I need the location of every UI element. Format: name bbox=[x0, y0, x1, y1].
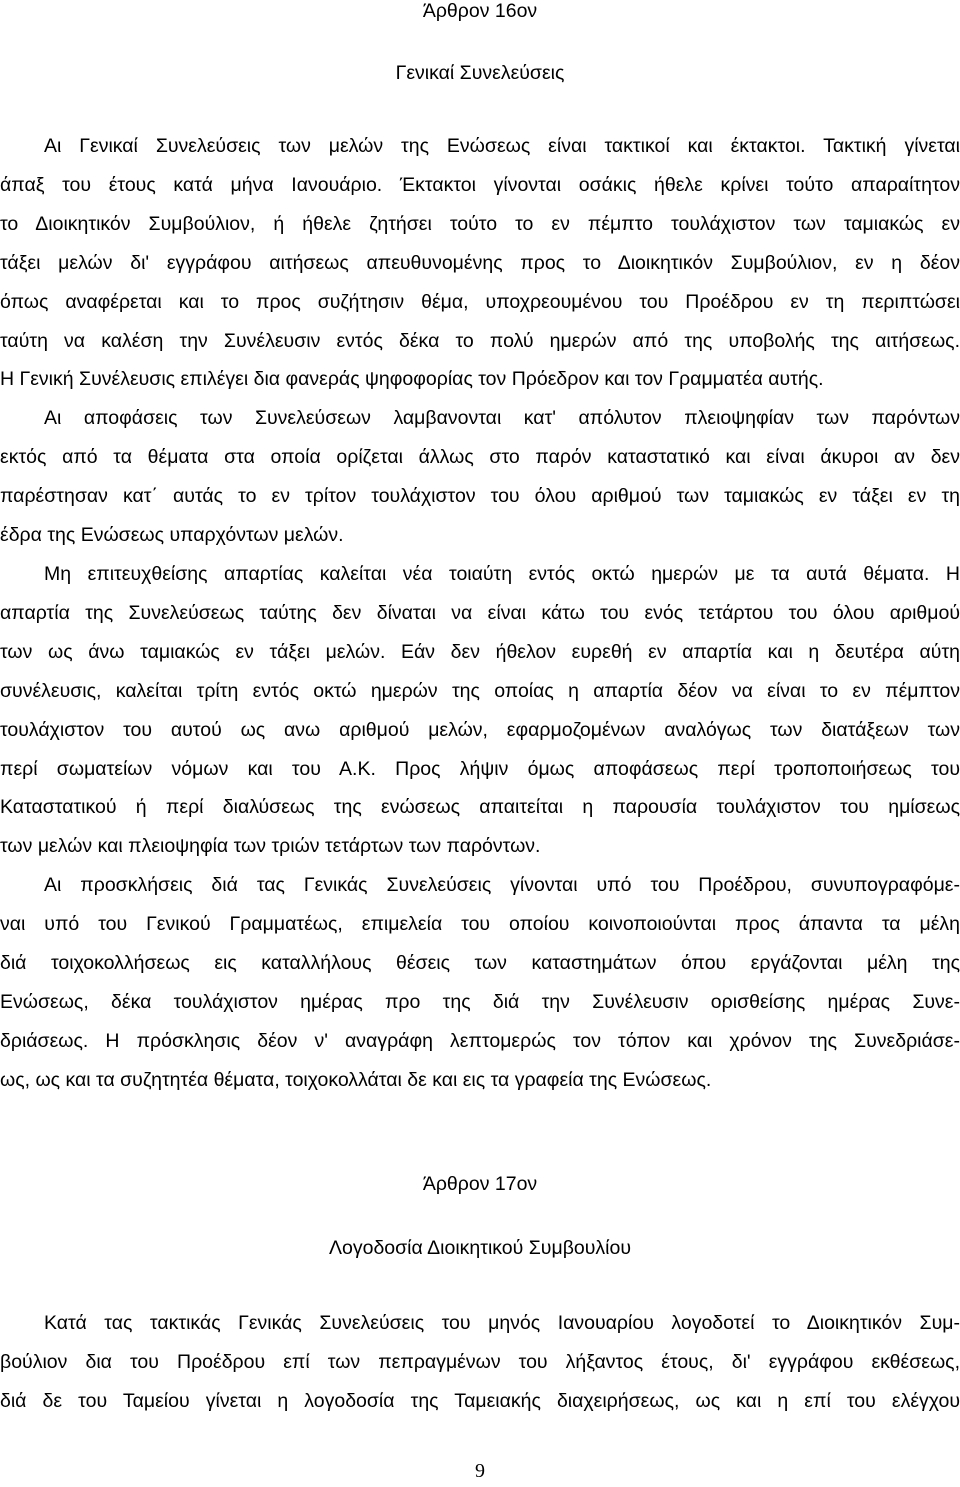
text-line: ναι υπό του Γενικού Γραμματέως, επιμελεία του οποίου κοινοποιούνται προς άπαντα τα μέλη bbox=[0, 913, 960, 936]
text-line: των μελών και πλειοψηφία των τριών τετάρτων των παρόντων. bbox=[0, 835, 541, 858]
text-line: βούλιον δια του Προέδρου επί των πεπραγμένων του λήξαντος έτους, δι' εγγράφου εκθέσεως, bbox=[0, 1350, 960, 1373]
text-line: διά τοιχοκολλήσεως εις καταλλήλους θέσεις των καταστημάτων όπου εργάζονται μέλη της bbox=[0, 952, 960, 975]
article-17-title: Λογοδοσία Διοικητικού Συμβουλίου bbox=[328, 1237, 632, 1259]
page-number: 9 bbox=[475, 1460, 485, 1482]
text-line: διά δε του Ταμείου γίνεται η λογοδοσία της Ταμειακής διαχειρήσεως, ως και η επί του ελέγχου bbox=[0, 1389, 960, 1412]
text-line: παρέστησαν κατ΄ αυτάς το εν τρίτον τουλάχιστον του όλου αριθμού των ταμιακώς εν τάξει εν τη bbox=[0, 485, 960, 508]
text-line: όπως αναφέρεται και το προς συζήτησιν θέμα, υποχρεουμένου του Προέδρου εν τη περιπτώσει bbox=[0, 290, 960, 313]
text-line: απαρτία της Συνελεύσεως ταύτης δεν δίναται να είναι κάτω του ενός τετάρτου του όλου αριθμού bbox=[0, 601, 960, 624]
article-16-heading: Άρθρον 16ον bbox=[422, 0, 538, 22]
text-line: συνέλευσις, καλείται τρίτη εντός οκτώ ημερών της οποίας η απαρτία δέον να είναι το εν πέμπτον bbox=[0, 679, 960, 702]
article-17-heading: Άρθρον 17ον bbox=[422, 1173, 538, 1195]
text-line: Καταστατικού ή περί διαλύσεως της ενώσεως απαιτείται η παρουσία τουλάχιστον του ημίσεως bbox=[0, 796, 960, 819]
text-line: άπαξ του έτους κατά μήνα Ιανουάριο. Έκτακτοι γίνονται οσάκις ήθελε κρίνει τούτο απαραίτητον bbox=[0, 173, 960, 196]
text-line: Αι προσκλήσεις διά τας Γενικάς Συνελεύσεις γίνονται υπό του Προέδρου, συνυπογραφόμε- bbox=[44, 874, 960, 897]
text-line: Αι αποφάσεις των Συνελεύσεων λαμβανονται κατ' απόλυτον πλειοψηφίαν των παρόντων bbox=[44, 407, 960, 430]
text-line: τουλάχιστον του αυτού ως ανω αριθμού μελών, εφαρμοζομένων αναλόγως των διατάξεων των bbox=[0, 718, 960, 741]
text-line: Αι Γενικαί Συνελεύσεις των μελών της Ενώσεως είναι τακτικοί και έκτακτοι. Τακτική γίνεται bbox=[44, 135, 960, 157]
text-line: τάξει μελών δι' εγγράφου αιτήσεως απευθυνομένης προς το Διοικητικόν Συμβούλιον, εν η δέον bbox=[0, 251, 960, 274]
text-line: έδρα της Ενώσεως υπαρχόντων μελών. bbox=[0, 524, 344, 547]
text-line: Κατά τας τακτικάς Γενικάς Συνελεύσεις του μηνός Ιανουαρίου λογοδοτεί το Διοικητικόν Συμ- bbox=[44, 1312, 960, 1334]
text-line: ως, ως και τα συζητητέα θέματα, τοιχοκολλάται δε και εις τα γραφεία της Ενώσεως. bbox=[0, 1068, 712, 1091]
text-line: περί σωματείων νόμων και του Α.Κ. Προς λήψιν όμως αποφάσεως περί τροποποιήσεως του bbox=[0, 757, 960, 780]
text-line: το Διοικητικόν Συμβούλιον, ή ήθελε ζητήσει τούτο το εν πέμπτο τουλάχιστον των ταμιακώς εν bbox=[0, 212, 960, 235]
text-line: ταύτη να καλέση την Συνέλευσιν εντός δέκα το πολύ ημερών από της υποβολής της αιτήσεως. bbox=[0, 329, 960, 352]
article-16-paragraph-1 bbox=[0, 127, 960, 1100]
text-line: Μη επιτευχθείσης απαρτίας καλείται νέα τοιαύτη εντός οκτώ ημερών με τα αυτά θέματα. Η bbox=[44, 562, 960, 585]
text-line: Ενώσεως, δέκα τουλάχιστον ημέρας προ της διά την Συνέλευσιν ορισθείσης ημέρας Συνε- bbox=[0, 990, 960, 1013]
article-17-paragraph-1 bbox=[0, 1304, 960, 1421]
text-line: δριάσεως. Η πρόσκλησις δέον ν' αναγράφη λεπτομερώς τον τόπον και χρόνον της Συνεδριάσε- bbox=[0, 1029, 960, 1052]
text-line: των ως άνω ταμιακώς εν τάξει μελών. Εάν δεν ήθελον ευρεθή εν απαρτία και η δευτέρα αύτη bbox=[0, 640, 960, 663]
text-line: Η Γενική Συνέλευσις επιλέγει δια φανεράς ψηφοφορίας τον Πρόεδρον και τον Γραμματέα αυτής. bbox=[0, 368, 824, 391]
article-16-title: Γενικαί Συνελεύσεις bbox=[395, 62, 565, 84]
text-line: εκτός από τα θέματα στα οποία ορίζεται άλλως στο παρόν καταστατικό και είναι άκυροι αν δεν bbox=[0, 446, 960, 469]
